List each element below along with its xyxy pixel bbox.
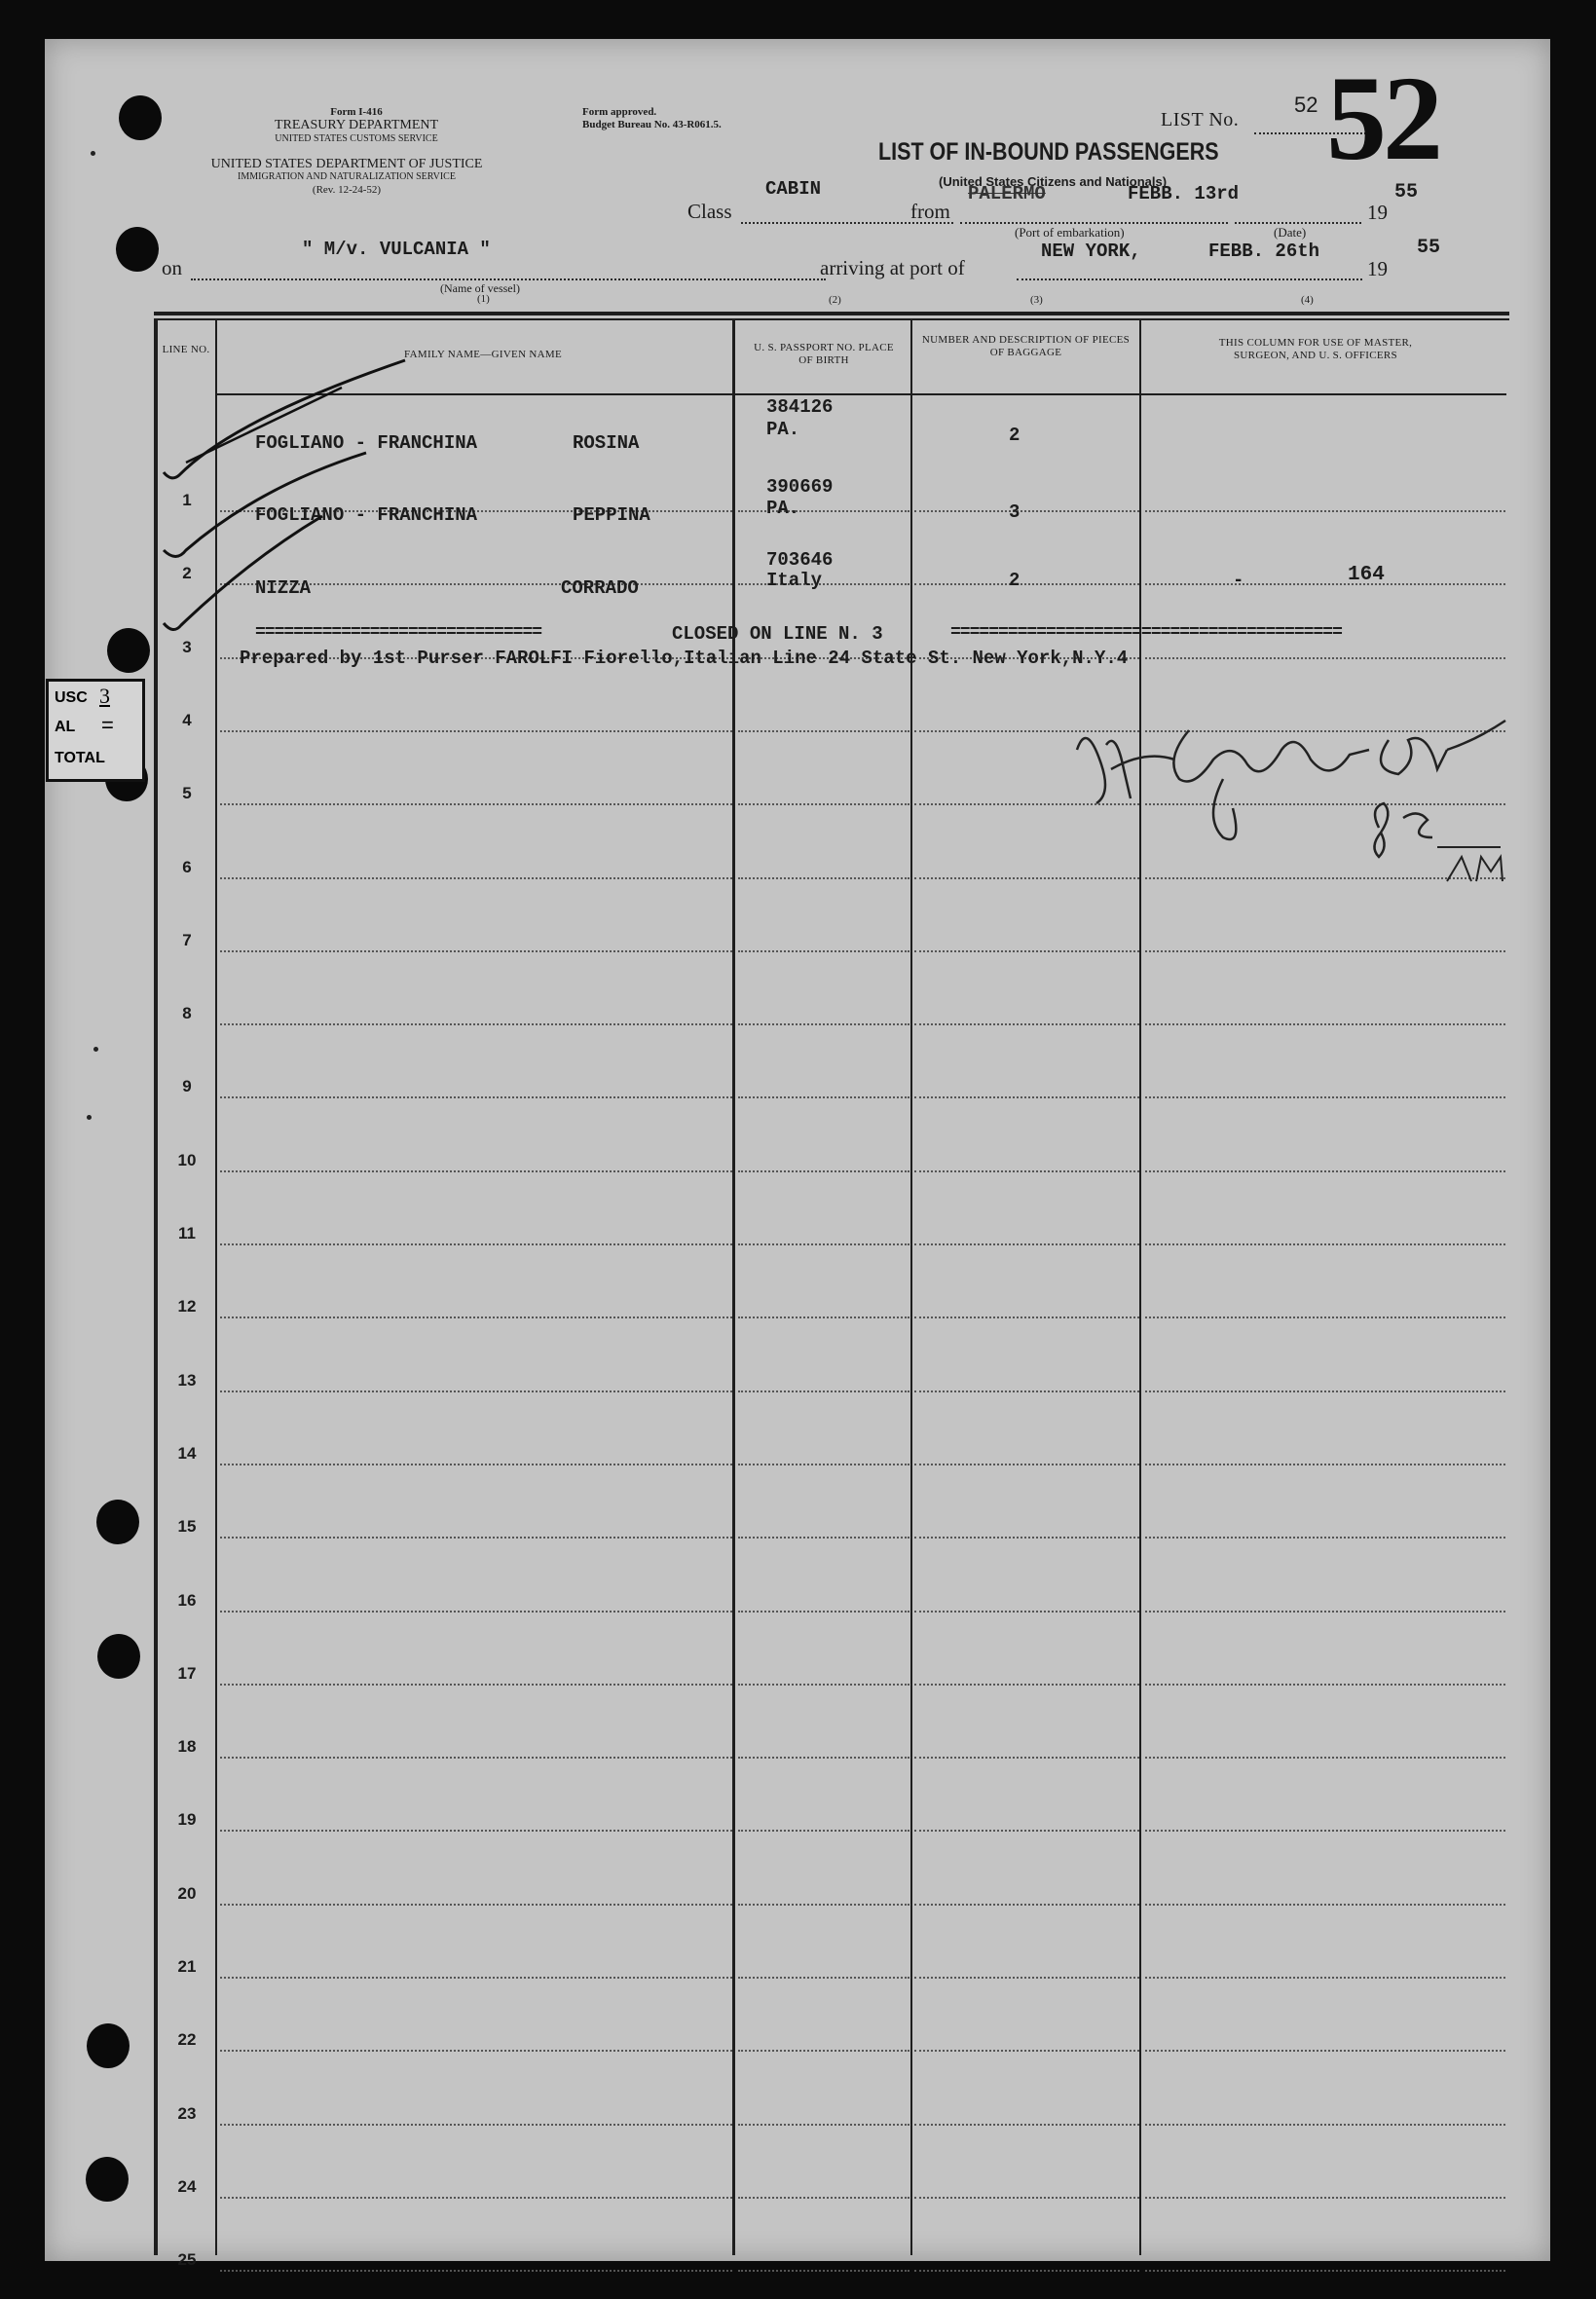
row-line (220, 2270, 732, 2272)
line-number: 1 (182, 491, 192, 509)
row-line (220, 1096, 732, 1098)
year-prefix-1: 19 (1367, 201, 1388, 224)
check-mark-1 (164, 360, 405, 478)
row-line (738, 2124, 909, 2126)
row-line (1145, 1316, 1505, 1318)
passenger-family: NIZZA (255, 577, 312, 599)
from-value: PALERMO (968, 183, 1046, 204)
punch-hole (86, 2157, 129, 2202)
row-line (914, 2050, 1139, 2052)
row-line (738, 1977, 909, 1979)
al-label: AL (55, 719, 76, 735)
customs-service: UNITED STATES CUSTOMS SERVICE (275, 133, 438, 144)
row-line (220, 1684, 732, 1686)
col4-no: (4) (1301, 294, 1314, 306)
row-line (738, 1904, 909, 1906)
line-number: 13 (177, 1371, 197, 1390)
row-line (1145, 583, 1505, 585)
row-line (1145, 1537, 1505, 1539)
form-subtitle: (United States Citizens and Nationals) (939, 174, 1168, 189)
row-line (914, 1684, 1139, 1686)
row-line (1145, 1096, 1505, 1098)
row-line (738, 1757, 909, 1759)
baggage-divider (1139, 319, 1141, 2255)
table-top-rule-2 (154, 318, 1509, 320)
from-label: from (910, 200, 950, 223)
row-line (914, 1391, 1139, 1392)
arrival-date: FEBB. 26th (1208, 241, 1320, 262)
passenger-passport: 384126 (766, 396, 834, 418)
check-mark-2 (164, 453, 366, 557)
col3-no: (3) (1030, 294, 1043, 306)
row-line (1145, 1684, 1505, 1686)
row-line (1145, 2050, 1505, 2052)
row-line (738, 1464, 909, 1465)
row-line (220, 1391, 732, 1392)
row-line (220, 1537, 732, 1539)
row-line (738, 583, 909, 585)
row-line (220, 1023, 732, 1025)
passenger-birthplace: Italy (766, 570, 823, 591)
row-line (738, 1684, 909, 1686)
row-line (220, 803, 732, 805)
row-line (220, 1904, 732, 1906)
line-number: 4 (182, 711, 192, 729)
vessel-name: " M/v. VULCANIA " (302, 239, 491, 260)
justice-dept: UNITED STATES DEPARTMENT OF JUSTICE (210, 157, 483, 171)
row-line (738, 730, 909, 732)
line-number: 8 (182, 1004, 192, 1022)
passenger-birthplace: PA. (766, 498, 800, 519)
speck (93, 1047, 98, 1052)
line-number: 18 (177, 1737, 197, 1756)
closed-dashes-left: ============================== (255, 623, 542, 643)
row-line (220, 950, 732, 952)
row-line (220, 1464, 732, 1465)
row-line (738, 1391, 909, 1392)
passenger-baggage: 2 (1009, 570, 1021, 591)
row-line (914, 1096, 1139, 1098)
passport-divider (910, 319, 912, 2255)
row-line (738, 950, 909, 952)
list-no-label: LIST No. (1161, 109, 1240, 130)
line-number: 20 (177, 1884, 197, 1903)
col-header-line-no: LINE NO. (162, 344, 210, 355)
speck (91, 151, 95, 156)
row-line (914, 1170, 1139, 1172)
row-line (220, 1757, 732, 1759)
line-number: 17 (177, 1664, 197, 1683)
passenger-family: FOGLIANO - FRANCHINA (255, 504, 478, 526)
row-line (1145, 1464, 1505, 1465)
row-line (914, 1830, 1139, 1832)
from-date-line (1235, 222, 1361, 224)
line-number: 6 (182, 858, 192, 876)
passenger-baggage: 3 (1009, 501, 1021, 523)
check-mark-3 (164, 516, 322, 630)
from-line (960, 222, 1228, 224)
row-line (220, 730, 732, 732)
row-line (914, 1537, 1139, 1539)
vessel-col-no: (1) (477, 293, 490, 305)
row-line (738, 1096, 909, 1098)
row-line (738, 1830, 909, 1832)
passenger-passport: 703646 (766, 549, 834, 571)
row-line (220, 1170, 732, 1172)
closed-on-line: CLOSED ON LINE N. 3 (672, 623, 883, 645)
speck (87, 1115, 92, 1120)
row-line (738, 2270, 909, 2272)
row-line (738, 803, 909, 805)
year-1: 55 (1394, 181, 1419, 204)
row-line (1145, 950, 1505, 952)
line-number: 5 (182, 784, 192, 802)
vessel-line (191, 278, 826, 280)
col-header-baggage: NUMBER AND DESCRIPTION OF PIECES OF BAGGAGE (921, 334, 1131, 358)
row-line (1145, 1243, 1505, 1245)
row-line (220, 1611, 732, 1613)
list-no-large: 52 (1326, 52, 1439, 185)
officer-number: 164 (1348, 564, 1385, 586)
row-line (220, 2197, 732, 2199)
row-line (914, 1757, 1139, 1759)
year-prefix-2: 19 (1367, 257, 1388, 280)
row-line (738, 1170, 909, 1172)
line-number: 19 (177, 1810, 197, 1829)
form-number: Form I-416 (330, 106, 383, 118)
col-header-passport: U. S. PASSPORT NO. PLACE OF BIRTH (754, 342, 894, 366)
line-number: 15 (177, 1517, 197, 1536)
line-number: 25 (177, 2250, 197, 2269)
row-line (1145, 2124, 1505, 2126)
passenger-baggage: 2 (1009, 425, 1021, 446)
form-page (45, 39, 1550, 2269)
port-embark-caption: (Port of embarkation) (1015, 225, 1125, 240)
passenger-given: ROSINA (573, 432, 640, 454)
immigration-service: IMMIGRATION AND NATURALIZATION SERVICE (238, 171, 456, 182)
table-top-rule (154, 312, 1509, 315)
row-line (1145, 657, 1505, 659)
row-line (1145, 1904, 1505, 1906)
col-header-officers: THIS COLUMN FOR USE OF MASTER, SURGEON, AND U. S. OFFICERS (1218, 337, 1413, 361)
row-line (914, 1316, 1139, 1318)
row-line (220, 1977, 732, 1979)
row-line (1145, 1611, 1505, 1613)
line-number: 23 (177, 2104, 197, 2123)
row-line (914, 1904, 1139, 1906)
budget-bureau: Budget Bureau No. 43-R061.5. (582, 119, 722, 130)
row-line (914, 1611, 1139, 1613)
row-line (220, 1243, 732, 1245)
row-line (1145, 1830, 1505, 1832)
revision: (Rev. 12-24-52) (312, 184, 382, 196)
passenger-birthplace: PA. (766, 419, 800, 440)
officer-mark: - (1233, 570, 1244, 591)
passenger-given: PEPPINA (573, 504, 650, 526)
check-mark-1b (186, 388, 342, 463)
check-marks (142, 351, 454, 672)
row-line (738, 1611, 909, 1613)
passenger-family: FOGLIANO - FRANCHINA (255, 432, 478, 454)
class-value: CABIN (765, 178, 822, 200)
row-line (1145, 1977, 1505, 1979)
row-line (220, 2124, 732, 2126)
row-line (914, 583, 1139, 585)
row-line (738, 1537, 909, 1539)
vessel-caption: (Name of vessel) (440, 281, 520, 295)
punch-hole (97, 1634, 140, 1679)
line-number: 11 (178, 1224, 196, 1242)
usc-stamp (46, 679, 145, 782)
closed-dashes-right: ========================================= (950, 623, 1342, 643)
row-line (914, 2124, 1139, 2126)
col2-no: (2) (829, 294, 841, 306)
row-line (914, 950, 1139, 952)
row-line (220, 1830, 732, 1832)
punch-hole (116, 227, 159, 272)
name-divider (732, 319, 735, 2255)
row-line (914, 2197, 1139, 2199)
usc-label: USC (55, 689, 88, 706)
year-2: 55 (1417, 237, 1441, 259)
punch-hole (119, 95, 162, 140)
row-line (914, 2270, 1139, 2272)
row-line (1145, 1391, 1505, 1392)
row-line (738, 1243, 909, 1245)
date-caption: (Date) (1274, 225, 1307, 240)
line-number: 3 (182, 638, 192, 656)
line-number: 12 (177, 1297, 197, 1316)
passenger-passport: 390669 (766, 476, 834, 498)
row-line (220, 1316, 732, 1318)
row-line (914, 1243, 1139, 1245)
from-date: FEBB. 13rd (1128, 183, 1240, 204)
form-approved: Form approved. (582, 106, 657, 118)
row-line (1145, 2197, 1505, 2199)
passenger-given: CORRADO (561, 577, 639, 599)
row-line (1145, 1170, 1505, 1172)
punch-hole (96, 1500, 139, 1544)
row-line (1145, 1757, 1505, 1759)
usc-value: 3 (99, 684, 110, 708)
row-line (914, 1977, 1139, 1979)
al-value: = (101, 713, 114, 737)
row-line (738, 877, 909, 879)
line-number: 7 (182, 931, 192, 949)
list-no-small: 52 (1294, 93, 1318, 117)
line-number: 10 (177, 1151, 197, 1169)
row-line (738, 1316, 909, 1318)
total-label: TOTAL (55, 750, 105, 766)
row-line (914, 510, 1139, 512)
arrival-port: NEW YORK, (1041, 241, 1141, 262)
treasury-dept: TREASURY DEPARTMENT (274, 118, 439, 132)
row-line (220, 877, 732, 879)
line-number: 22 (177, 2030, 197, 2049)
inspector-signature (1019, 701, 1525, 906)
on-label: on (162, 256, 182, 279)
line-number: 9 (182, 1077, 192, 1095)
row-line (1145, 510, 1505, 512)
row-line (738, 2197, 909, 2199)
arrival-line (1017, 278, 1362, 280)
row-line (738, 2050, 909, 2052)
punch-hole (87, 2023, 130, 2068)
prepared-by: Prepared by 1st Purser FAROLFI Fiorello,Italian Line 24 State St. New York,N.Y.4 (240, 648, 1129, 669)
line-number: 21 (177, 1957, 197, 1976)
row-line (1145, 1023, 1505, 1025)
row-line (914, 1023, 1139, 1025)
line-number: 2 (182, 564, 192, 582)
row-line (914, 1464, 1139, 1465)
class-label: Class (687, 200, 732, 223)
row-line (1145, 2270, 1505, 2272)
row-line (220, 2050, 732, 2052)
line-number: 16 (177, 1591, 197, 1610)
col-header-name: FAMILY NAME—GIVEN NAME (404, 349, 562, 360)
line-number: 14 (177, 1444, 197, 1463)
row-line (738, 510, 909, 512)
line-number: 24 (177, 2177, 197, 2196)
row-line (738, 1023, 909, 1025)
form-title: LIST OF IN-BOUND PASSENGERS (878, 138, 1219, 166)
arriving-label: arriving at port of (820, 256, 965, 279)
